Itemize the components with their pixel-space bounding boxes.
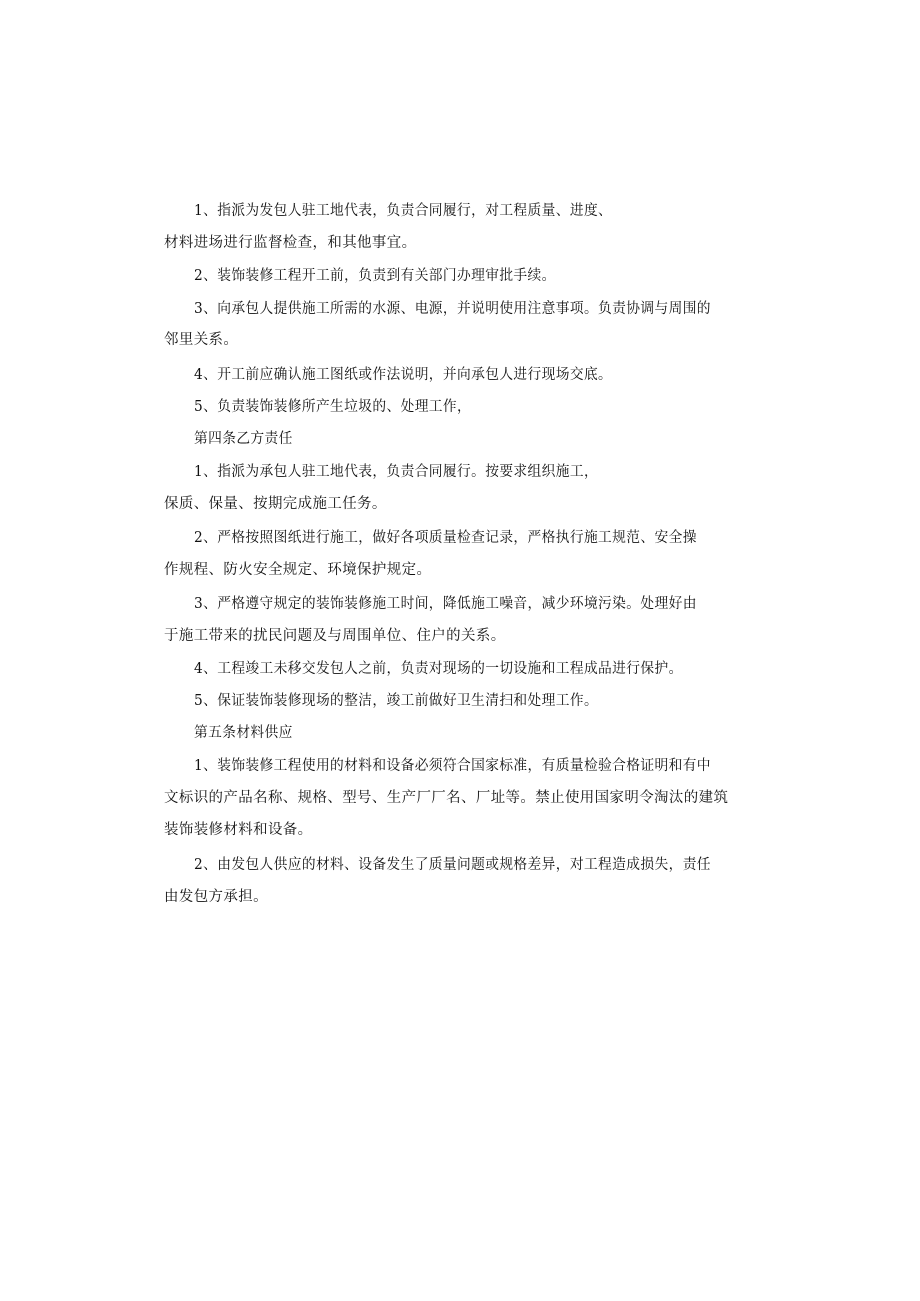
article-4-item-2: 2、严格按照图纸进行施工，做好各项质量检查记录，严格执行施工规范、安全操 [194,530,697,546]
party-a-item-1-cont: 材料进场进行监督检查，和其他事宜。 [164,235,417,251]
article-4-item-1-cont: 保质、保量、按期完成施工任务。 [164,496,387,512]
party-a-item-2: 2、装饰装修工程开工前，负责到有关部门办理审批手续。 [194,268,556,284]
article-5-item-2-cont: 由发包方承担。 [164,889,268,905]
article-4-item-3-cont: 于施工带来的扰民问题及与周围单位、住户的关系。 [164,628,506,644]
article-5-heading: 第五条材料供应 [194,725,293,741]
article-5-item-1: 1、装饰装修工程使用的材料和设备必须符合国家标准，有质量检验合格证明和有中 [194,758,711,774]
article-5-item-1-cont-2: 装饰装修材料和设备。 [164,822,313,838]
article-4-item-3: 3、严格遵守规定的装饰装修施工时间，降低施工噪音，减少环境污染。处理好由 [194,596,697,612]
article-4-item-2-cont: 作规程、防火安全规定、环境保护规定。 [164,562,432,578]
article-4-item-1: 1、指派为承包人驻工地代表，负责合同履行。按要求组织施工， [194,464,599,480]
article-5-item-2: 2、由发包人供应的材料、设备发生了质量问题或规格差异，对工程造成损失，责任 [194,857,711,873]
party-a-item-5: 5、负责装饰装修所产生垃圾的、处理工作， [194,399,472,415]
party-a-item-3-cont: 邻里关系。 [164,332,239,348]
article-4-heading: 第四条乙方责任 [194,431,293,447]
party-a-item-4: 4、开工前应确认施工图纸或作法说明，并向承包人进行现场交底。 [194,367,613,383]
article-4-item-4: 4、工程竣工未移交发包人之前，负责对现场的一切设施和工程成品进行保护。 [194,661,683,677]
article-4-item-5: 5、保证装饰装修现场的整洁，竣工前做好卫生清扫和处理工作。 [194,693,599,709]
article-5-item-1-cont: 文标识的产品名称、规格、型号、生产厂厂名、厂址等。禁止使用国家明令淘汰的建筑 [164,790,729,806]
party-a-item-1: 1、指派为发包人驻工地代表，负责合同履行，对工程质量、进度、 [194,203,613,219]
party-a-item-3: 3、向承包人提供施工所需的水源、电源，并说明使用注意事项。负责协调与周围的 [194,301,711,317]
